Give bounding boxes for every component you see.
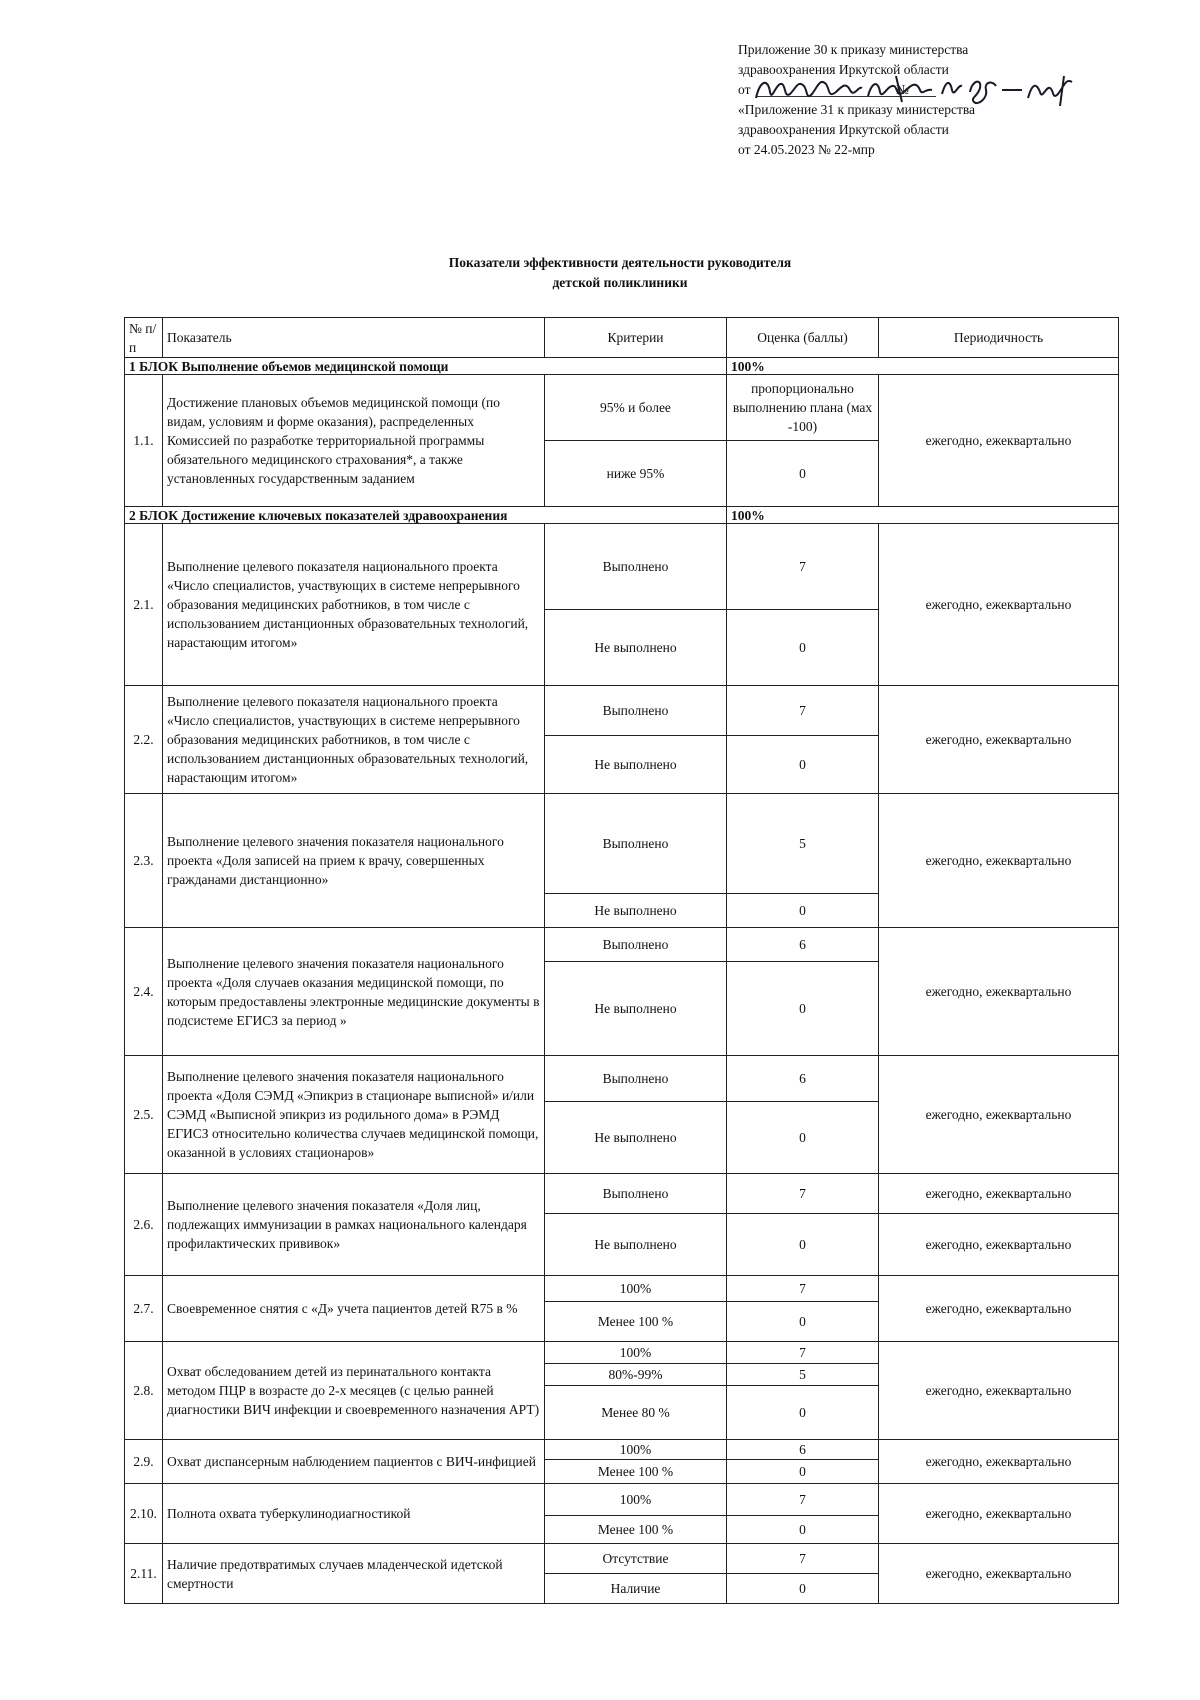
row-number: 2.9. [125,1440,163,1484]
handwritten-date-number-signature [746,72,1076,106]
indicator-text: Выполнение целевого значения показателя национального проекта «Доля СЭМД «Эпикриз в стационаре выписной» и/или СЭМД «Выписной эпикриз из родильного дома» в РЭМД ЕГИСЗ относительно количества случаев медицинской помощи, оказанной в условиях стационаров» [163,1056,545,1174]
criteria-cell: Выполнено [545,686,727,736]
period-cell: ежегодно, ежеквартально [879,1214,1119,1276]
indicator-text: Достижение плановых объемов медицинской помощи (по видам, условиям и форме оказания), распределенных Комиссией по разработке территориальной программы обязательного медицинского страхования*, а также установленных государственным заданием [163,375,545,507]
table-row [125,375,1119,441]
criteria-cell: 100% [545,1342,727,1364]
criteria-cell: Выполнено [545,524,727,610]
indicator-text: Выполнение целевого значения показателя национального проекта «Доля случаев оказания медицинской помощи, по которым предоставлены электронные медицинские документы в подсистеме ЕГИСЗ за период » [163,928,545,1056]
score-cell: 7 [727,686,879,736]
header-line-4: «Приложение 31 к приказу министерства [738,102,976,117]
score-cell: 0 [727,1516,879,1544]
period-cell: ежегодно, ежеквартально [879,1342,1119,1440]
block-1-percent: 100% [727,358,1119,375]
criteria-cell: Не выполнено [545,1214,727,1276]
header-score: Оценка (баллы) [727,318,879,358]
table-row [125,1174,1119,1214]
criteria-cell: 100% [545,1440,727,1460]
period-cell: ежегодно, ежеквартально [879,928,1119,1056]
score-cell: пропорционально выполнению плана (мах -100) [727,375,879,441]
criteria-cell: Не выполнено [545,894,727,928]
score-cell: 6 [727,928,879,962]
block-1-row [125,358,1119,375]
score-cell: 0 [727,1460,879,1484]
period-cell: ежегодно, ежеквартально [879,1174,1119,1214]
score-cell: 0 [727,1102,879,1174]
document-title [330,253,910,293]
table-row [125,794,1119,894]
header-period: Периодичность [879,318,1119,358]
table-header-row [125,318,1119,358]
score-cell: 0 [727,962,879,1056]
period-cell: ежегодно, ежеквартально [879,686,1119,794]
header-criteria: Критерии [545,318,727,358]
score-cell: 6 [727,1056,879,1102]
table-row [125,1342,1119,1364]
criteria-cell: Не выполнено [545,736,727,794]
block-2-row [125,507,1119,524]
order-date-number-line [738,80,1098,100]
row-number: 2.4. [125,928,163,1056]
header-line-5: здравоохранения Иркутской области [738,122,949,137]
indicator-text: Выполнение целевого значения показателя «Доля лиц, подлежащих иммунизации в рамках национального календаря профилактических прививок» [163,1174,545,1276]
header-indicator: Показатель [163,318,545,358]
row-number: 1.1. [125,375,163,507]
score-cell: 7 [727,524,879,610]
table-row [125,1276,1119,1302]
period-cell: ежегодно, ежеквартально [879,1056,1119,1174]
criteria-cell: Выполнено [545,1056,727,1102]
criteria-cell: Не выполнено [545,1102,727,1174]
criteria-cell: Выполнено [545,1174,727,1214]
table-row [125,1544,1119,1574]
score-cell: 0 [727,1574,879,1604]
score-cell: 7 [727,1174,879,1214]
criteria-cell: Отсутствие [545,1544,727,1574]
criteria-cell: 80%-99% [545,1364,727,1386]
table-row [125,1484,1119,1516]
block-2-label: 2 БЛОК Достижение ключевых показателей здравоохранения [125,507,727,524]
criteria-cell: Наличие [545,1574,727,1604]
score-cell: 0 [727,610,879,686]
period-cell: ежегодно, ежеквартально [879,524,1119,686]
header-line-2: здравоохранения Иркутской области [738,62,949,77]
row-number: 2.1. [125,524,163,686]
score-cell: 0 [727,1214,879,1276]
row-number: 2.7. [125,1276,163,1342]
score-cell: 0 [727,894,879,928]
period-cell: ежегодно, ежеквартально [879,1276,1119,1342]
row-number: 2.5. [125,1056,163,1174]
row-number: 2.3. [125,794,163,928]
title-line-1: Показатели эффективности деятельности руководителя [448,255,792,270]
header-date-prefix: от [738,82,751,97]
score-cell: 0 [727,441,879,507]
score-cell: 5 [727,1364,879,1386]
score-cell: 7 [727,1342,879,1364]
criteria-cell: Менее 100 % [545,1516,727,1544]
appendix-header [738,40,1098,160]
score-cell: 0 [727,736,879,794]
indicator-text: Своевременное снятия с «Д» учета пациентов детей R75 в % [163,1276,545,1342]
table-row [125,1056,1119,1102]
indicator-text: Наличие предотвратимых случаев младенческой идетской смертности [163,1544,545,1604]
score-cell: 6 [727,1440,879,1460]
header-line-6: от 24.05.2023 № 22-мпр [738,142,875,157]
table-row [125,1440,1119,1460]
criteria-cell: Выполнено [545,928,727,962]
period-cell: ежегодно, ежеквартально [879,1484,1119,1544]
block-1-label: 1 БЛОК Выполнение объемов медицинской помощи [125,358,727,375]
score-cell: 7 [727,1544,879,1574]
indicator-text: Выполнение целевого значения показателя национального проекта «Доля записей на прием к врачу, совершенных гражданами дистанционно» [163,794,545,928]
score-cell: 0 [727,1386,879,1440]
header-number-sign: № [896,82,909,97]
criteria-cell: Менее 100 % [545,1460,727,1484]
indicator-text: Выполнение целевого показателя национального проекта «Число специалистов, участвующих в системе непрерывного образования медицинских работников, в том числе с использованием дистанционных образовательных технологий, нарастающим итогом» [163,524,545,686]
score-cell: 7 [727,1484,879,1516]
criteria-cell: 95% и более [545,375,727,441]
criteria-cell: 100% [545,1484,727,1516]
indicator-text: Выполнение целевого показателя национального проекта «Число специалистов, участвующих в системе непрерывного образования медицинских работников, в том числе с использованием дистанционных образовательных технологий, нарастающим итогом» [163,686,545,794]
indicators-table [124,317,1119,1604]
criteria-cell: Не выполнено [545,610,727,686]
header-num: № п/п [125,318,163,358]
row-number: 2.2. [125,686,163,794]
criteria-cell: 100% [545,1276,727,1302]
period-cell: ежегодно, ежеквартально [879,375,1119,507]
period-cell: ежегодно, ежеквартально [879,1440,1119,1484]
criteria-cell: Выполнено [545,794,727,894]
indicator-text: Полнота охвата туберкулинодиагностикой [163,1484,545,1544]
period-cell: ежегодно, ежеквартально [879,794,1119,928]
criteria-cell: Менее 80 % [545,1386,727,1440]
row-number: 2.11. [125,1544,163,1604]
criteria-cell: Не выполнено [545,962,727,1056]
period-cell: ежегодно, ежеквартально [879,1544,1119,1604]
title-line-2: детской поликлиники [552,275,688,290]
row-number: 2.8. [125,1342,163,1440]
criteria-cell: Менее 100 % [545,1302,727,1342]
indicator-text: Охват обследованием детей из перинатального контакта методом ПЦР в возрасте до 2-х месяцев (с целью ранней диагностики ВИЧ инфекции и своевременного назначения АРТ) [163,1342,545,1440]
table-row [125,524,1119,610]
criteria-cell: ниже 95% [545,441,727,507]
score-cell: 5 [727,794,879,894]
indicator-text: Охват диспансерным наблюдением пациентов с ВИЧ-инфицией [163,1440,545,1484]
score-cell: 7 [727,1276,879,1302]
row-number: 2.10. [125,1484,163,1544]
table-row [125,928,1119,962]
header-line-1: Приложение 30 к приказу министерства [738,42,969,57]
score-cell: 0 [727,1302,879,1342]
row-number: 2.6. [125,1174,163,1276]
table-row [125,686,1119,736]
block-2-percent: 100% [727,507,1119,524]
